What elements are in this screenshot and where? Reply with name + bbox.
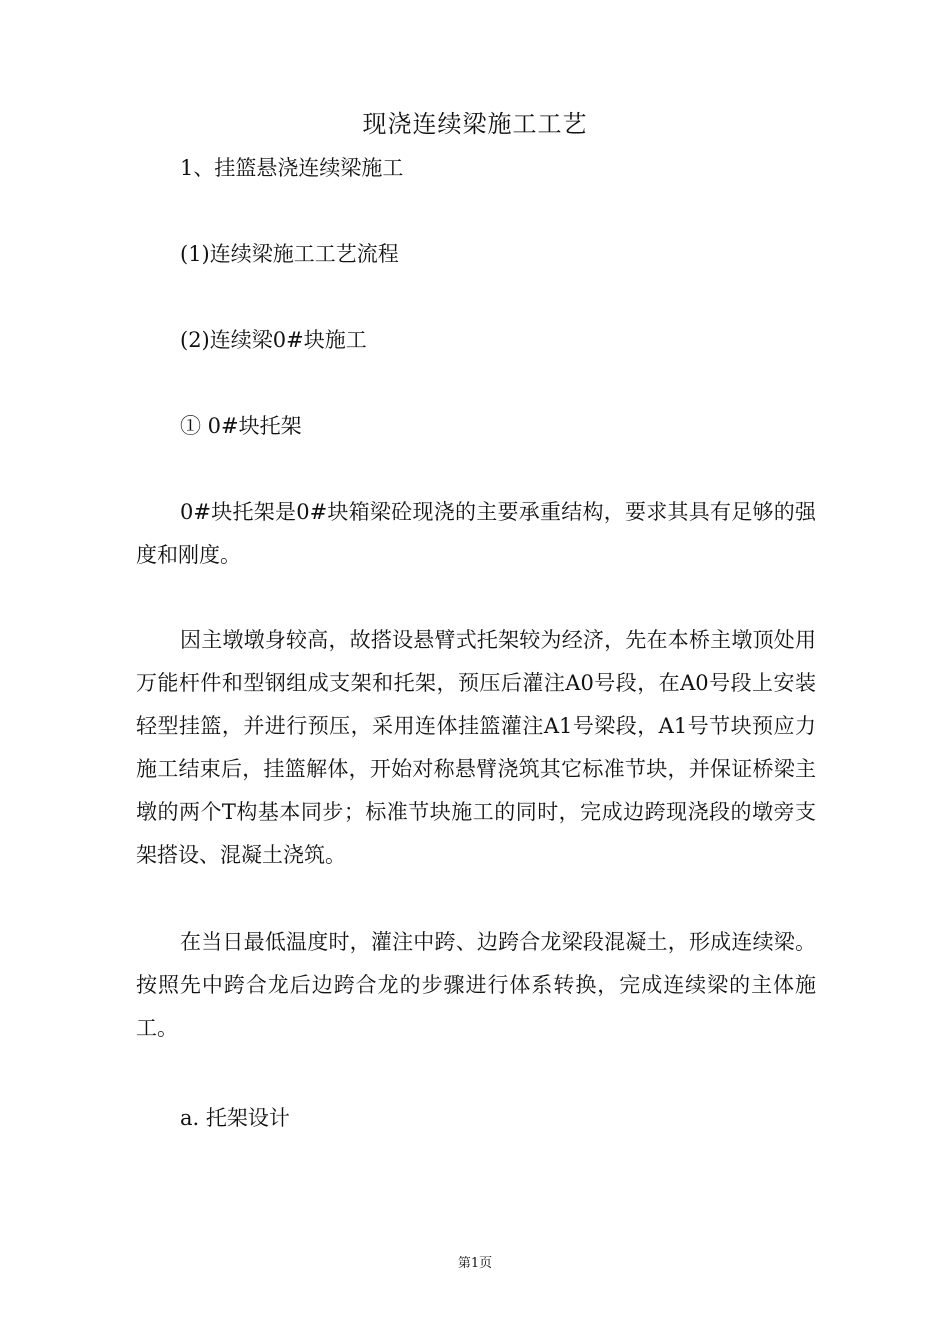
subsection-heading-process-flow: (1)连续梁施工工艺流程 bbox=[180, 242, 399, 266]
section-heading-1: 1、挂篮悬浇连续梁施工 bbox=[180, 156, 404, 180]
page-number: 第1页 bbox=[457, 1256, 493, 1271]
paragraph-bracket-intro: 0#块托架是0#块箱梁砼现浇的主要承重结构，要求其具有足够的强度和刚度。 bbox=[136, 500, 816, 567]
item-heading-bracket: ① 0#块托架 bbox=[180, 414, 302, 438]
document-title: 现浇连续梁施工工艺 bbox=[362, 110, 588, 138]
paragraph-construction-method: 因主墩墩身较高，故搭设悬臂式托架较为经济，先在本桥主墩顶处用万能杆件和型钢组成支架和托架，预压后灌注A0号段，在A0号段上安装轻型挂篮，并进行预压，采用连体挂篮灌注A1号梁段，A1号节块预应力施工结束后，挂篮解体，开始对称悬臂浇筑其它标准节块，并保证桥梁主墩的两个T构基本同步；标准节块施工的同时，完成边跨现浇段的墩旁支架搭设、混凝土浇筑。 bbox=[136, 628, 816, 867]
item-heading-bracket-design: a. 托架设计 bbox=[180, 1106, 290, 1130]
paragraph-closure: 在当日最低温度时，灌注中跨、边跨合龙梁段混凝土，形成连续梁。按照先中跨合龙后边跨合龙的步骤进行体系转换，完成连续梁的主体施工。 bbox=[136, 930, 816, 1040]
subsection-heading-block-0: (2)连续梁0#块施工 bbox=[180, 328, 367, 352]
